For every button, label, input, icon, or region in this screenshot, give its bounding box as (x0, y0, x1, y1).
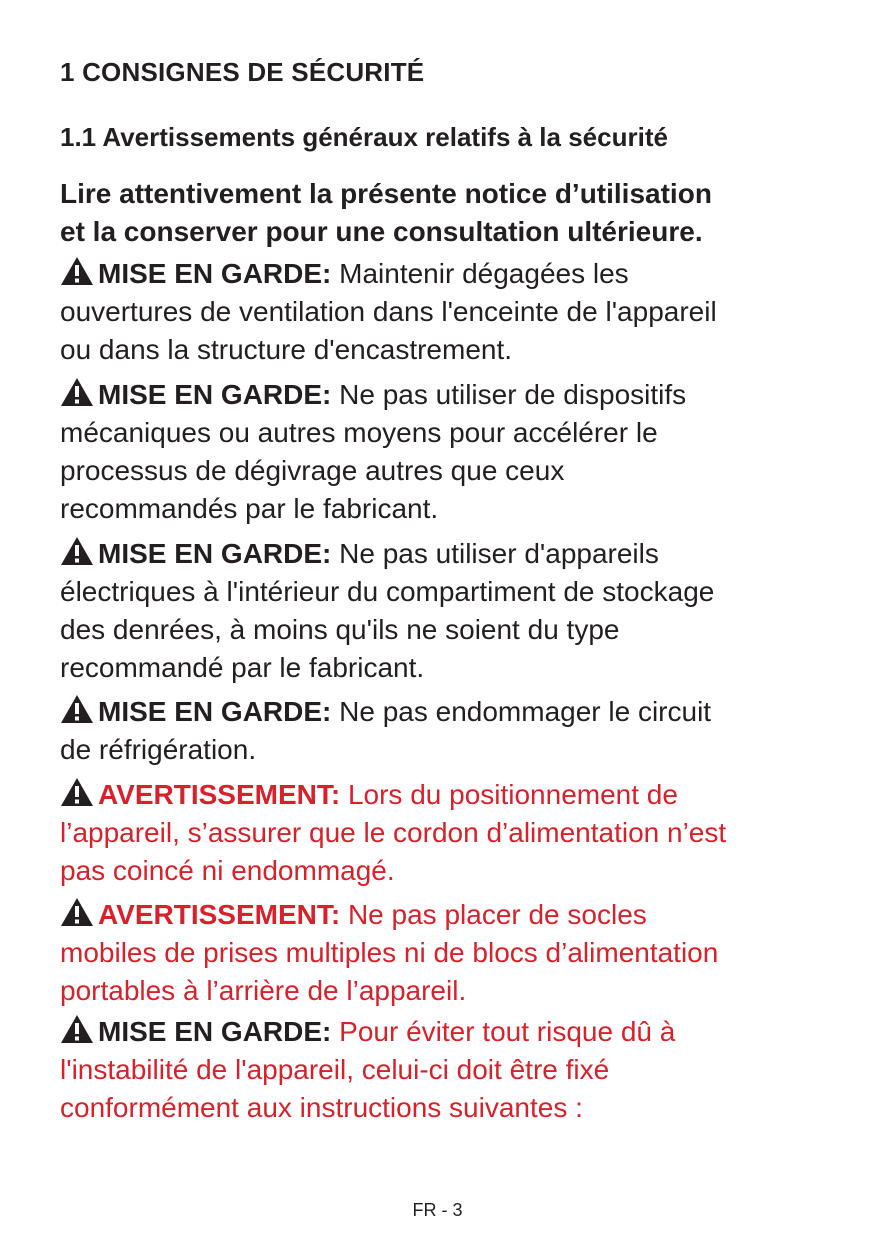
warning-text: Ne pas utiliser de dispositifs (331, 379, 687, 410)
warning-text: l'instabilité de l'appareil, celui-ci doit être fixé (60, 1054, 610, 1085)
warning-text: ou dans la structure d'encastrement. (60, 334, 513, 365)
warning-item (60, 535, 820, 687)
warning-text: mécaniques ou autres moyens pour accélérer le (60, 417, 658, 448)
warning-triangle-icon (60, 694, 94, 724)
warning-text: Ne pas utiliser d'appareils (331, 538, 659, 569)
warning-triangle-icon (60, 536, 94, 566)
warning-label: MISE EN GARDE: (98, 538, 332, 569)
warning-triangle-icon (60, 777, 94, 807)
warning-triangle-icon (60, 897, 94, 927)
warning-text: de réfrigération. (60, 734, 257, 765)
warning-item (60, 255, 820, 369)
warning-item (60, 776, 820, 890)
warning-text: conformément aux instructions suivantes : (60, 1092, 583, 1123)
warning-triangle-icon (60, 377, 94, 407)
warning-text: l’appareil, s’assurer que le cordon d’alimentation n’est (60, 817, 727, 848)
warning-text: Lors du positionnement de (340, 779, 678, 810)
warning-item (60, 1013, 820, 1127)
warning-text: mobiles de prises multiples ni de blocs d’alimentation (60, 937, 719, 968)
warning-label: MISE EN GARDE: (98, 1016, 332, 1047)
warning-label: AVERTISSEMENT: (98, 779, 341, 810)
warning-text: pas coincé ni endommagé. (60, 855, 395, 886)
warning-text: recommandé par le fabricant. (60, 652, 425, 683)
warning-item (60, 376, 820, 528)
warning-text: Ne pas placer de socles (340, 899, 647, 930)
warning-text: portables à l’arrière de l’appareil. (60, 975, 467, 1006)
warning-text: Pour éviter tout risque dû à (331, 1016, 676, 1047)
warning-label: AVERTISSEMENT: (98, 899, 341, 930)
warning-text: des denrées, à moins qu'ils ne soient du type (60, 614, 620, 645)
warning-triangle-icon (60, 256, 94, 286)
intro-line: Lire attentivement la présente notice d’utilisation (60, 178, 712, 209)
warning-text: Maintenir dégagées les (331, 258, 629, 289)
warning-label: MISE EN GARDE: (98, 379, 332, 410)
intro-line: et la conserver pour une consultation ultérieure. (60, 216, 703, 247)
warning-text: Ne pas endommager le circuit (331, 696, 712, 727)
intro-paragraph (60, 175, 820, 251)
warning-text: électriques à l'intérieur du compartiment de stockage (60, 576, 715, 607)
page-number: FR - 3 (412, 1200, 463, 1220)
warning-label: MISE EN GARDE: (98, 258, 332, 289)
section-heading: 1 CONSIGNES DE SÉCURITÉ (60, 57, 425, 87)
warning-label: MISE EN GARDE: (98, 696, 332, 727)
warning-triangle-icon (60, 1014, 94, 1044)
warning-text: recommandés par le fabricant. (60, 493, 439, 524)
warning-item (60, 693, 820, 769)
section-subheading: 1.1 Avertissements généraux relatifs à la sécurité (60, 122, 668, 152)
warning-item (60, 896, 820, 1010)
warning-text: ouvertures de ventilation dans l'enceinte de l'appareil (60, 296, 717, 327)
warning-text: processus de dégivrage autres que ceux (60, 455, 565, 486)
